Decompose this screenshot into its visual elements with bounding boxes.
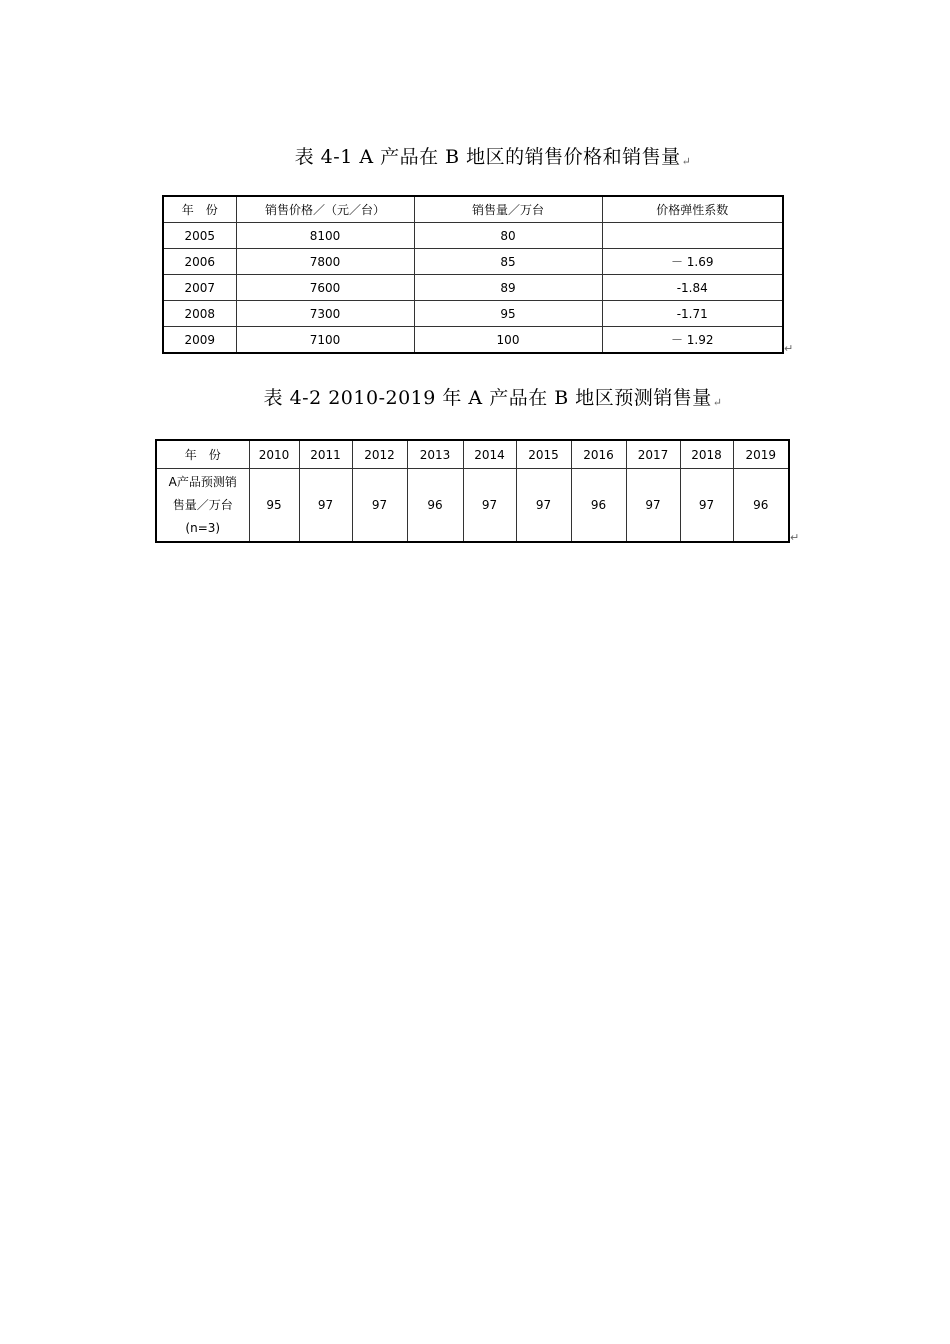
table-row (163, 275, 783, 301)
table-cell: 97 (463, 469, 516, 543)
header-cell-year-value: 2013 (407, 440, 463, 469)
table2-forecast-volume (155, 439, 790, 543)
table-cell: -1.71 (602, 301, 783, 327)
table-cell: 7300 (236, 301, 414, 327)
paragraph-mark-icon: ↵ (681, 155, 692, 168)
table-row (163, 327, 783, 354)
paragraph-mark-icon: ↵ (790, 531, 800, 544)
row-label-line: A产品预测销 (168, 474, 237, 489)
header-cell-year-value: 2016 (571, 440, 626, 469)
header-cell-year-value: 2012 (352, 440, 407, 469)
header-cell-year-value: 2015 (516, 440, 571, 469)
table-cell: 96 (733, 469, 789, 543)
header-cell-volume: 销售量／万台 (414, 196, 602, 223)
table-cell: 97 (352, 469, 407, 543)
header-cell-price: 销售价格／（元／台） (236, 196, 414, 223)
table-cell: 97 (680, 469, 733, 543)
table-cell: 89 (414, 275, 602, 301)
table-cell: 8100 (236, 223, 414, 249)
table-cell: -1.84 (602, 275, 783, 301)
table-cell: 95 (249, 469, 299, 543)
table-cell: 2007 (163, 275, 236, 301)
table-cell: 96 (571, 469, 626, 543)
table1-sales-price-volume (162, 195, 784, 354)
table-row (156, 469, 789, 543)
header-cell-year: 年 份 (163, 196, 236, 223)
header-cell-year-value: 2019 (733, 440, 789, 469)
table-cell: 97 (626, 469, 680, 543)
table-cell: 100 (414, 327, 602, 354)
row-label-line: 售量／万台 (172, 497, 233, 512)
header-cell-elasticity: 价格弹性系数 (602, 196, 783, 223)
table-cell: 95 (414, 301, 602, 327)
row-label-forecast-volume (156, 469, 249, 543)
row-label-line: (n=3) (185, 520, 221, 535)
table-row (163, 223, 783, 249)
table-cell: 7800 (236, 249, 414, 275)
table-header-row (156, 440, 789, 469)
table-cell: 97 (516, 469, 571, 543)
header-cell-year-value: 2014 (463, 440, 516, 469)
table-cell: 2006 (163, 249, 236, 275)
table2-caption-text: 表 4-2 2010-2019 年 A 产品在 B 地区预测销售量 (263, 387, 712, 409)
table1-caption-text: 表 4-1 A 产品在 B 地区的销售价格和销售量 (294, 146, 681, 168)
table-cell: 2005 (163, 223, 236, 249)
header-cell-year-value: 2018 (680, 440, 733, 469)
table2-caption (18, 383, 950, 410)
table-cell: 96 (407, 469, 463, 543)
table-cell (602, 223, 783, 249)
table-cell: 2008 (163, 301, 236, 327)
header-cell-year-value: 2017 (626, 440, 680, 469)
table-cell: 97 (299, 469, 352, 543)
header-cell-year: 年 份 (156, 440, 249, 469)
table-row (163, 249, 783, 275)
table1-caption (18, 142, 950, 169)
header-cell-year-value: 2010 (249, 440, 299, 469)
table-cell: － 1.69 (602, 249, 783, 275)
table-cell: 80 (414, 223, 602, 249)
table-row (163, 301, 783, 327)
paragraph-mark-icon: ↵ (712, 396, 723, 409)
table-cell: 85 (414, 249, 602, 275)
table-cell: 7600 (236, 275, 414, 301)
table-header-row (163, 196, 783, 223)
table-cell: 2009 (163, 327, 236, 354)
table-cell: 7100 (236, 327, 414, 354)
paragraph-mark-icon: ↵ (784, 342, 794, 355)
table-cell: － 1.92 (602, 327, 783, 354)
header-cell-year-value: 2011 (299, 440, 352, 469)
